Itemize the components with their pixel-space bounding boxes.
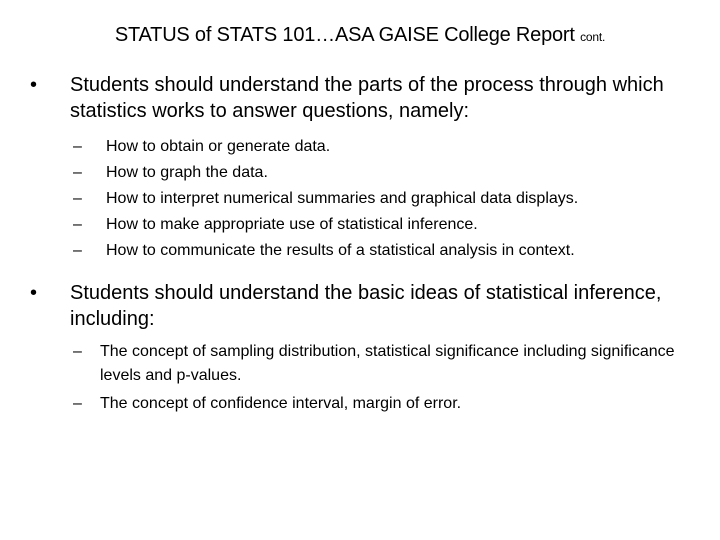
list-item (73, 186, 693, 212)
bullet-2-text: Students should understand the basic ideas of statistical inference, including: (70, 282, 662, 330)
list-item-text: How to interpret numerical summaries and graphical data displays. (106, 190, 579, 207)
list-item (73, 212, 693, 238)
list-item (73, 392, 693, 416)
list-item-text: How to make appropriate use of statistical inference. (106, 216, 478, 233)
list-item (73, 340, 693, 388)
dash-marker: – (73, 138, 82, 155)
list-item-text: How to communicate the results of a statistical analysis in context. (106, 242, 575, 259)
bullet-1 (30, 72, 690, 124)
bullet-2 (30, 280, 690, 332)
bullet-marker: • (30, 282, 38, 304)
list-item-text: The concept of sampling distribution, statistical significance including significance levels and p-values. (100, 343, 675, 384)
list-item (73, 238, 693, 264)
dash-marker: – (73, 216, 82, 233)
dash-marker: – (73, 190, 82, 207)
bullet-1-sublist (73, 134, 693, 264)
bullet-2-sublist (73, 340, 693, 420)
dash-marker: – (73, 395, 82, 412)
list-item-text: How to obtain or generate data. (106, 138, 331, 155)
dash-marker: – (73, 164, 82, 181)
list-item (73, 134, 693, 160)
dash-marker: – (73, 242, 82, 259)
list-item-text: The concept of confidence interval, margin of error. (100, 395, 462, 412)
slide-title (0, 22, 720, 50)
list-item-text: How to graph the data. (106, 164, 268, 181)
title-suffix: cont. (580, 30, 606, 44)
bullet-marker: • (30, 74, 38, 96)
bullet-1-text: Students should understand the parts of the process through which statistics works to answer questions, namely: (70, 74, 664, 122)
title-text: STATUS of STATS 101…ASA GAISE College Report (114, 24, 575, 46)
list-item (73, 160, 693, 186)
dash-marker: – (73, 343, 82, 360)
